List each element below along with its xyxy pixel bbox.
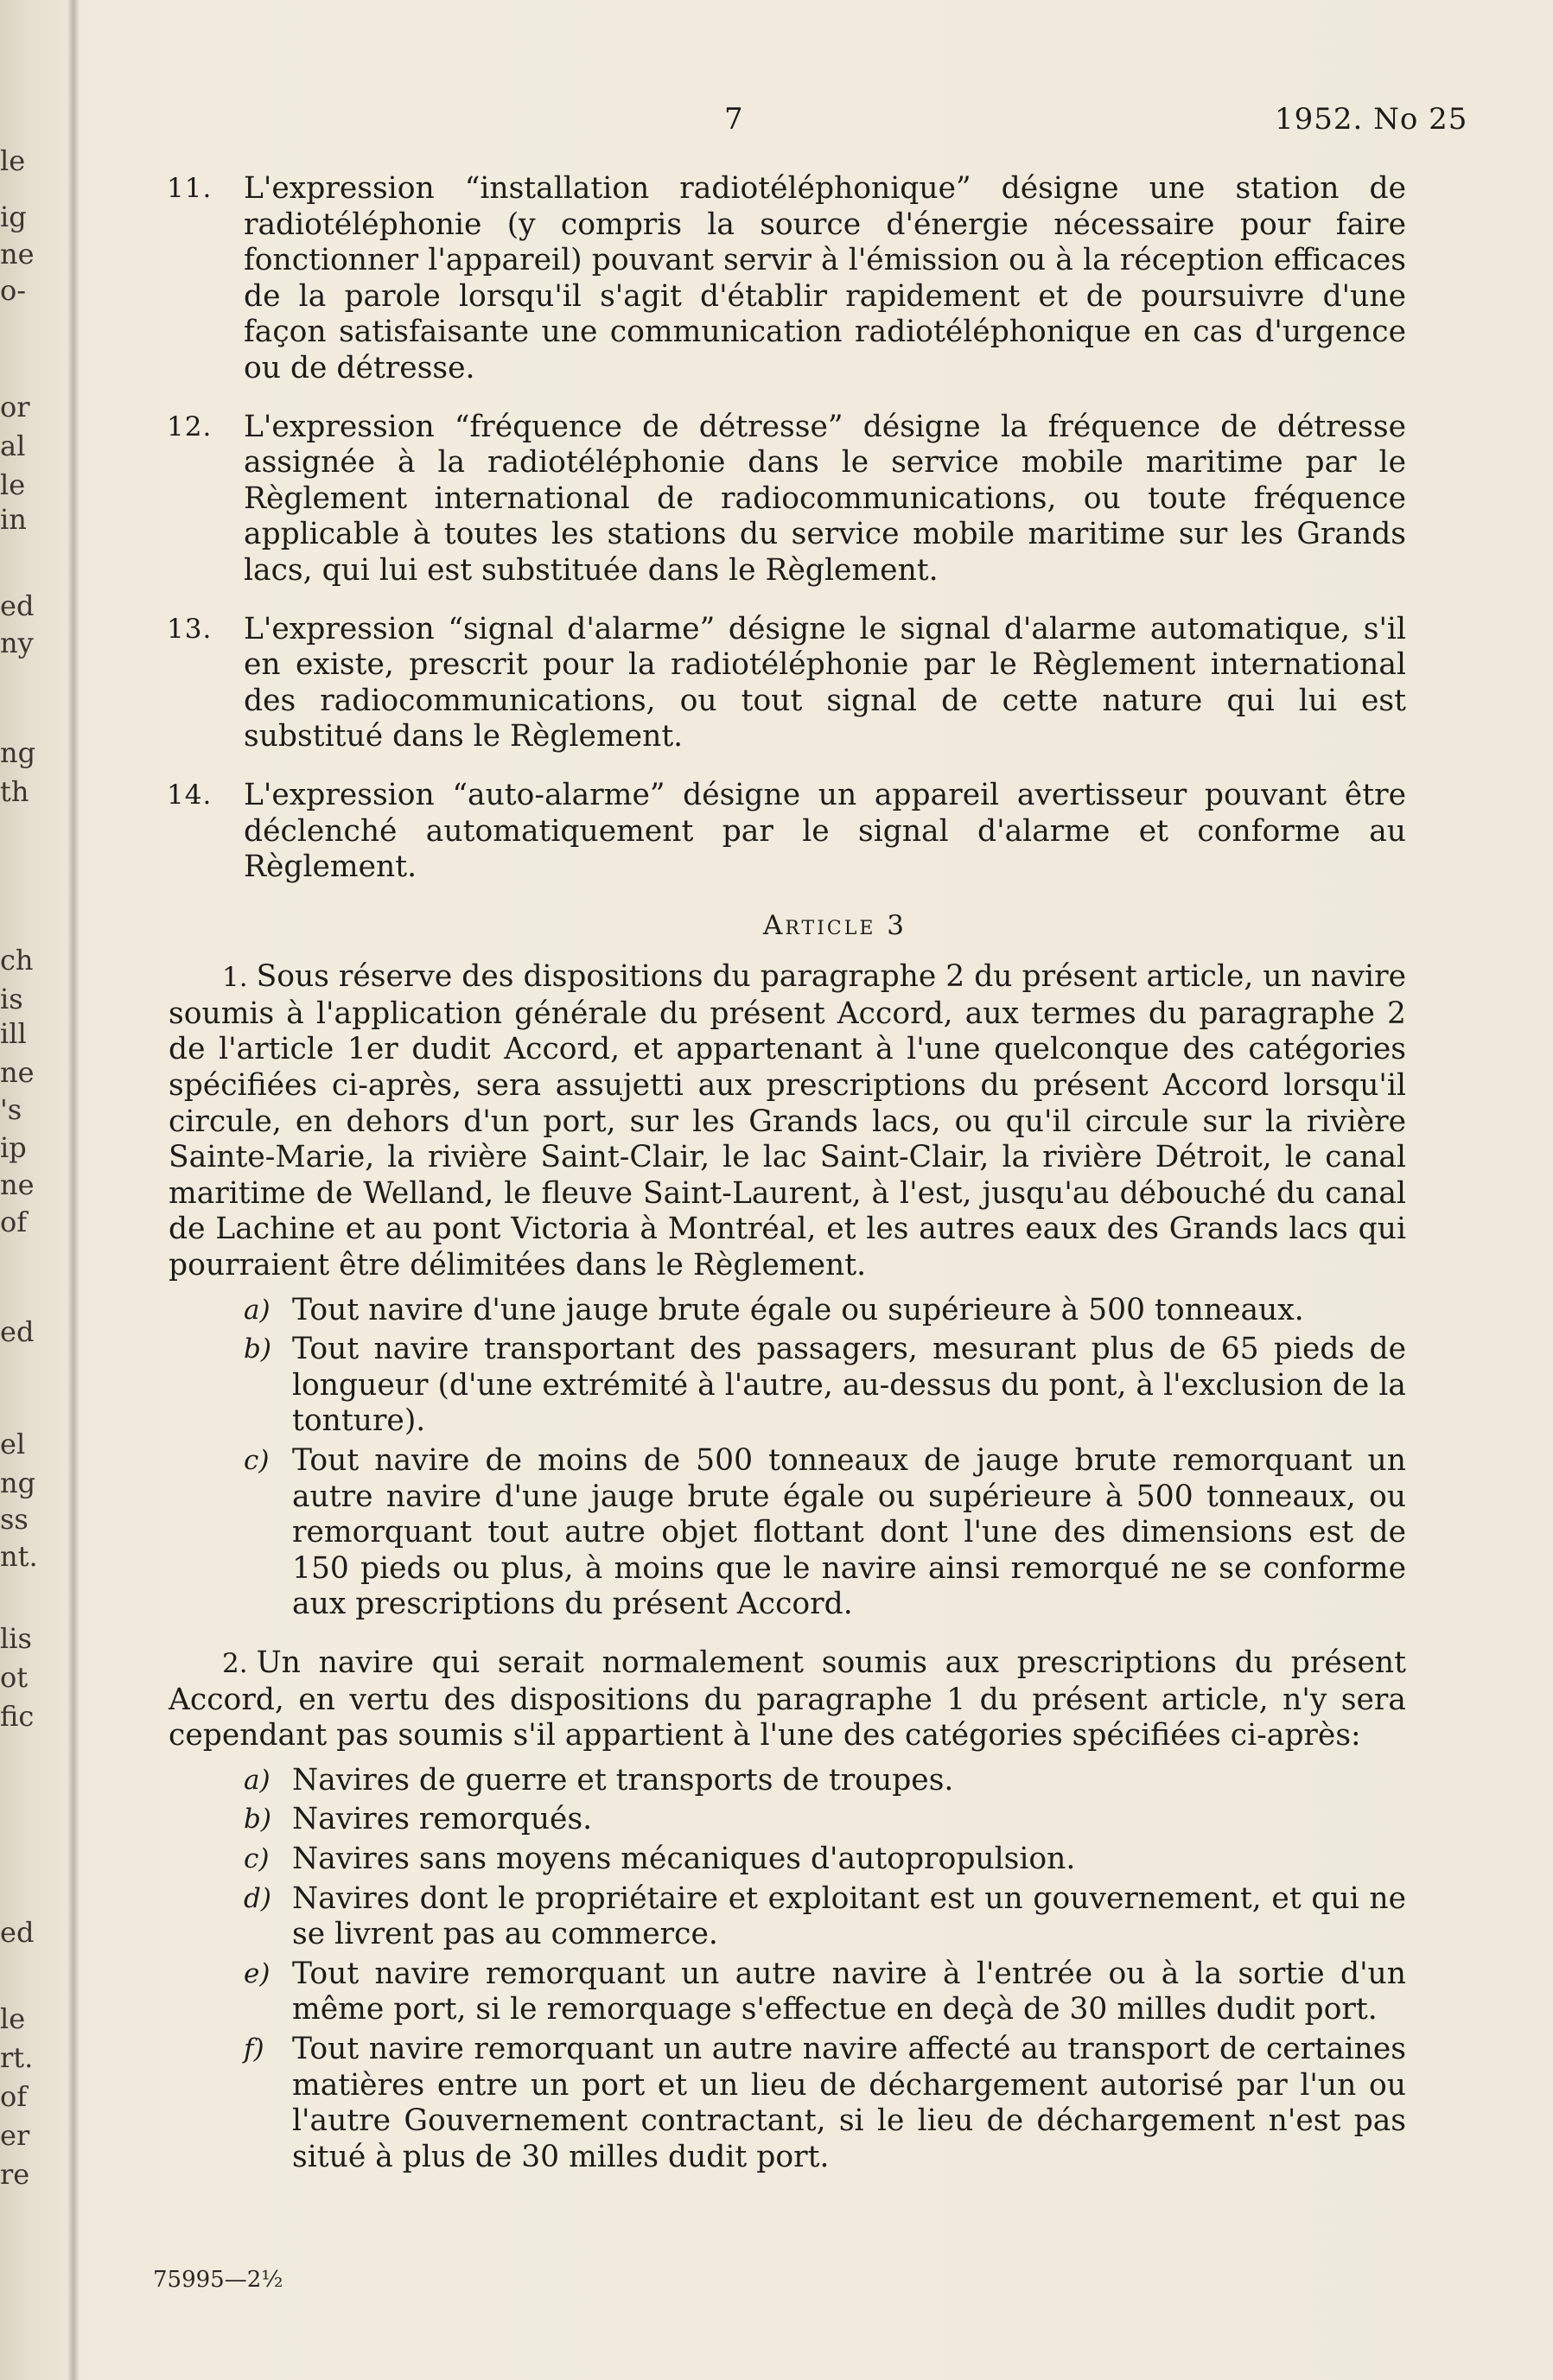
margin-fragment: of bbox=[0, 1206, 28, 1238]
item-text: Navires sans moyens mécaniques d'autopropulsion. bbox=[292, 1841, 1076, 1876]
list-item bbox=[244, 2032, 1406, 2175]
margin-fragment: or bbox=[0, 391, 30, 423]
definition-paragraph bbox=[169, 612, 1406, 755]
margin-fragment: ed bbox=[0, 589, 35, 622]
item-letter: a) bbox=[244, 1294, 271, 1326]
paragraph-number: 1. bbox=[222, 962, 248, 994]
article-heading: Article 3 bbox=[762, 909, 907, 941]
item-letter: c) bbox=[244, 1445, 270, 1476]
margin-fragment: ip bbox=[0, 1131, 27, 1164]
list-item bbox=[244, 1842, 1406, 1878]
margin-fragment: re bbox=[0, 2158, 30, 2191]
margin-fragment: fic bbox=[0, 1700, 35, 1733]
margin-fragment: ot bbox=[0, 1661, 29, 1694]
list-item bbox=[244, 1293, 1406, 1329]
item-letter: a) bbox=[244, 1764, 271, 1796]
margin-fragment: al bbox=[0, 430, 26, 462]
margin-fragment: nt. bbox=[0, 1540, 38, 1573]
margin-fragment: ne bbox=[0, 1056, 35, 1089]
item-text: Navires remorqués. bbox=[292, 1802, 593, 1837]
margin-fragment: ne bbox=[0, 1168, 35, 1201]
item-letter: e) bbox=[244, 1957, 271, 1989]
definition-number: 12. bbox=[167, 410, 213, 442]
margin-fragment: ng bbox=[0, 736, 36, 769]
margin-fragment: ng bbox=[0, 1467, 36, 1499]
page-content bbox=[169, 171, 1406, 2198]
margin-fragment: in bbox=[0, 503, 27, 536]
paragraph-1-items bbox=[244, 1293, 1406, 1623]
page-number: 7 bbox=[724, 102, 744, 137]
definitions-list bbox=[169, 171, 1406, 886]
list-item bbox=[244, 1881, 1406, 1953]
facing-page-margin bbox=[0, 0, 62, 2380]
item-text: Tout navire de moins de 500 tonneaux de jauge brute remorquant un autre navire d'une jauge brute égale ou supérieure à 500 tonneaux, ou remorquant tout autre objet flottant dont l'une des dimensions est de 150 pieds ou plus, à moins que le navire ainsi remorqué ne se conforme aux prescriptions du présent Accord. bbox=[292, 1443, 1406, 1622]
paragraph-2-items bbox=[244, 1763, 1406, 2176]
item-text: Navires dont le propriétaire et exploitant est un gouvernement, et qui ne se livrent pas au commerce. bbox=[292, 1880, 1406, 1952]
margin-fragment: ed bbox=[0, 1916, 35, 1949]
margin-fragment: le bbox=[0, 468, 26, 501]
item-letter: d) bbox=[244, 1882, 271, 1914]
item-text: Navires de guerre et transports de troupes. bbox=[292, 1762, 954, 1798]
paragraph-text: Un navire qui serait normalement soumis aux prescriptions du présent Accord, en vertu des dispositions du paragraphe 1 du présent article, n'y sera cependant pas soumis s'il appartient à l'une des catégories spécifiées ci-après: bbox=[169, 1645, 1406, 1753]
margin-fragment: 's bbox=[0, 1093, 22, 1126]
definition-number: 14. bbox=[167, 779, 213, 811]
margin-fragment: ill bbox=[0, 1017, 27, 1050]
definition-text: L'expression “fréquence de détresse” désigne la fréquence de détresse assignée à la radiotéléphonie dans le service mobile maritime par le Règlement international de radiocommunications, ou toute fréquence applicable à toutes les stations du service mobile maritime sur les Grands lacs, qui lui est substituée dans le Règlement. bbox=[244, 409, 1406, 588]
margin-fragment: el bbox=[0, 1428, 26, 1460]
definition-number: 11. bbox=[167, 173, 213, 204]
definition-text: L'expression “signal d'alarme” désigne le signal d'alarme automatique, s'il en existe, prescrit pour la radiotéléphonie par le Règlement international des radiocommunications, ou tout signal de cette nature qui lui est substitué dans le Règlement. bbox=[244, 611, 1406, 754]
margin-fragment: rt. bbox=[0, 2041, 34, 2074]
item-letter: b) bbox=[244, 1804, 271, 1836]
item-text: Tout navire remorquant un autre navire à l'entrée ou à la sortie d'un même port, si le remorquage s'effectue en deçà de 30 milles dudit port. bbox=[292, 1956, 1406, 2027]
definition-text: L'expression “auto-alarme” désigne un appareil avertisseur pouvant être déclenché automatiquement par le signal d'alarme et conforme au Règlement. bbox=[244, 777, 1406, 885]
book-gutter-shadow bbox=[67, 0, 80, 2380]
item-letter: f) bbox=[244, 2033, 264, 2065]
margin-fragment: ig bbox=[0, 200, 27, 233]
item-text: Tout navire d'une jauge brute égale ou supérieure à 500 tonneaux. bbox=[292, 1292, 1304, 1327]
definition-paragraph bbox=[169, 778, 1406, 886]
margin-fragment: of bbox=[0, 2080, 28, 2113]
margin-fragment: o- bbox=[0, 274, 27, 307]
definition-paragraph bbox=[169, 410, 1406, 589]
margin-fragment: ch bbox=[0, 944, 34, 977]
paragraph-text: Sous réserve des dispositions du paragraphe 2 du présent article, un navire soumis à l'application générale du présent Accord, aux termes du paragraphe 2 de l'article 1er dudit Accord, et appartenant à l'une quelconque des catégories spécifiées ci-après, sera assujetti aux prescriptions du présent Accord lorsqu'il circule, en dehors d'un port, sur les Grands lacs, ou qu'il circule sur la rivière Sainte-Marie, la rivière Saint-Clair, le lac Saint-Clair, la rivière Détroit, le canal maritime de Welland, le fleuve Saint-Laurent, à l'est, jusqu'au débouché du canal de Lachine et au pont Victoria à Montréal, et les autres eaux des Grands lacs qui pourraient être délimitées dans le Règlement. bbox=[169, 959, 1406, 1283]
definition-paragraph bbox=[169, 171, 1406, 387]
item-text: Tout navire remorquant un autre navire affecté au transport de certaines matières entre un port et un lieu de déchargement autorisé par l'un ou l'autre Gouvernement contractant, si le lieu de déchargement n'est pas situé à plus de 30 milles dudit port. bbox=[292, 2031, 1406, 2174]
definition-number: 13. bbox=[167, 613, 213, 645]
item-text: Tout navire transportant des passagers, mesurant plus de 65 pieds de longueur (d'une extrémité à l'autre, au-dessus du pont, à l'exclusion de la tonture). bbox=[292, 1332, 1406, 1439]
margin-fragment: le bbox=[0, 144, 26, 177]
definition-text: L'expression “installation radiotéléphonique” désigne une station de radiotéléphonie (y compris la source d'énergie nécessaire pour faire fonctionner l'appareil) pouvant servir à l'émission ou à la réception efficaces de la parole lorsqu'il s'agit d'établir rapidement et de poursuivre d'une façon satisfaisante une communication radiotéléphonique en cas d'urgence ou de détresse. bbox=[244, 171, 1406, 385]
item-letter: c) bbox=[244, 1842, 270, 1874]
list-item bbox=[244, 1802, 1406, 1838]
margin-fragment: th bbox=[0, 775, 29, 808]
item-letter: b) bbox=[244, 1333, 271, 1365]
print-code: 75995—2½ bbox=[153, 2267, 283, 2293]
margin-fragment: ny bbox=[0, 627, 34, 659]
article-paragraph-2 bbox=[169, 1645, 1406, 1754]
list-item bbox=[244, 1443, 1406, 1623]
list-item bbox=[244, 1957, 1406, 2028]
margin-fragment: er bbox=[0, 2119, 30, 2152]
statute-year-number: 1952. No 25 bbox=[1275, 102, 1468, 137]
margin-fragment: le bbox=[0, 2002, 26, 2035]
paragraph-number: 2. bbox=[222, 1647, 248, 1679]
margin-fragment: is bbox=[0, 983, 23, 1015]
margin-fragment: ne bbox=[0, 238, 35, 270]
list-item bbox=[244, 1332, 1406, 1440]
margin-fragment: lis bbox=[0, 1622, 32, 1655]
article-paragraph-1 bbox=[169, 959, 1406, 1283]
list-item bbox=[244, 1763, 1406, 1799]
margin-fragment: ed bbox=[0, 1315, 35, 1348]
margin-fragment: ss bbox=[0, 1503, 29, 1536]
